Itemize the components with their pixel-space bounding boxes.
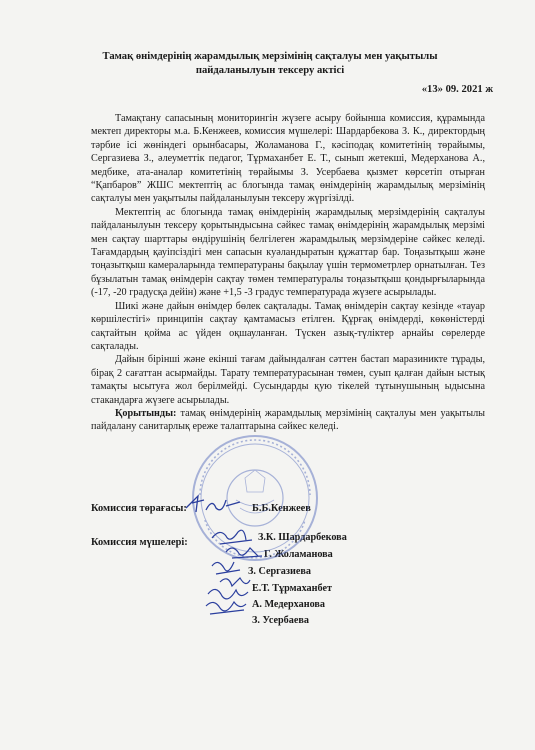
title-line-1: Тамақ өнімдерінің жарамдылық мерзімінің сақталуы мен уақытылы: [102, 51, 438, 62]
document-body: [91, 112, 485, 434]
paragraph-4: Дайын бірінші және екінші тағам дайындалған сәттен бастап маразиникте тұрады, бірақ 2 сағаттан асырмайды. Тарату температурасынан төмен, суып қалған дайын ыстық тамақты ысытуға жол берілмейді. Сусындарды қую тікелей тұтынушының ыдысына стакандарға жүзеге асырылады.: [91, 354, 485, 406]
conclusion-text: тамақ өнімдерінің жарамдылық мерзімінің сақталуы мен уақытылы пайдалану санитарлық ереже талаптарына сәйкес келеді.: [91, 407, 486, 433]
member-name: А. Медерханова: [252, 599, 326, 610]
members-label: Комиссия мүшелері:: [91, 537, 188, 548]
chair-label: Комиссия төрағасы:: [91, 503, 187, 514]
chair-name: Б.Б.Кенжеев: [252, 503, 311, 514]
signature-icon: [186, 496, 240, 512]
conclusion-label: Қорытынды:: [115, 407, 177, 419]
signature-icon: [220, 578, 250, 586]
paragraph-2: Мектептің ас блогында тамақ өнімдерінің жарамдылық мерзімдерінің сақталуы пайдаланылуын тексеру қорытындысына сәйкес тамақ өнімдерінің жарамдылық мерзімі мен сақтау шарттары өндірушінің белгілеген жарамдылық мерзімдеріне сәйкес келеді. Тағамдардың қауіпсіздігі мен сапасын куәландыратын құжаттар бар. Тоңазытқыш және тоңазытқыш камераларында температураны бақылау үшін термометрлер орнатылған. Тез бұзылатын тамақ өнімдерін сақтау төмен температуралы тоңазытқыш қондырғыларында (-17, -20 градусқа дейін) және +1,5 -3 градус температурада жүзеге асырылады.: [91, 206, 485, 299]
document-title: [60, 50, 480, 78]
member-name: З. Усербаева: [252, 615, 309, 626]
signature-icon: [208, 589, 248, 598]
member-name: З.К. Шардарбекова: [258, 532, 347, 543]
document-date: «13» 09. 2021 ж: [421, 84, 493, 95]
conclusion-paragraph: [91, 407, 485, 434]
signature-icon: [206, 602, 246, 614]
signature-icon: [226, 548, 262, 558]
title-line-2: пайдаланылуын тексеру актісі: [195, 65, 345, 76]
paragraph-3: Шикі және дайын өнімдер бөлек сақталады. Тамақ өнімдерін сақтау кезінде «тауар көршілестігі» принципін сақтау қамтамасыз етілген. Құрғақ өнімдерді, көкөністерді сақтайтын қойма ас үйден оқшауланған. Түскен азық-түліктер арнайы сөрелерде сақталады.: [91, 300, 485, 352]
signature-icon: [212, 562, 240, 574]
paragraph-1: Тамақтану сапасының мониторингін жүзеге асыру бойынша комиссия, құрамында мектеп директоры м.а. Б.Кенжеев, комиссия мүшелері: Шардарбекова З. К., директордың тәрбие ісі жөніндегі орынбасары, Жоламанова Г., кәсіподақ комитетінің төрайымы, Сергазиева З., әлеуметтік педагог, Тұрмаханбет Е. Т., сынып жетекші, Медерханова А., медбике, ата-аналар комитетінің төрайымы З. Усербаева қызмет көрсетіп отырған “Қапбаров” ЖШС мектептің ас блогында тамақ өнімдерінің жарамдылық мерзімінің сақталуы мен уақытылы пайдаланылуын тексеру жүргізілді.: [91, 113, 485, 205]
signature-icon: [212, 530, 252, 544]
member-name: Е.Т. Тұрмаханбет: [252, 583, 332, 594]
member-name: З. Сергазиева: [248, 566, 311, 577]
member-name: Г. Жоламанова: [264, 549, 333, 560]
